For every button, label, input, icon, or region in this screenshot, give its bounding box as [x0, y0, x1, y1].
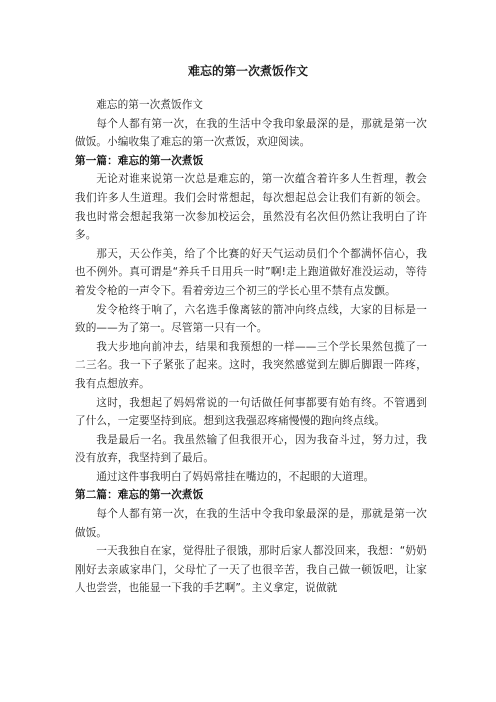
section-1-paragraph: 我大步地向前冲去，结果和我预想的一样——三个学长果然包揽了一二三名。我一下子紧张了起来。这时，我突然感觉到左脚后脚跟一阵疼，我有点想放弃。	[75, 340, 427, 390]
section-1-paragraph: 我是最后一名。我虽然输了但我很开心，因为我奋斗过，努力过，我没有放弃，我坚持到了最后。	[75, 433, 427, 465]
section-2-paragraph: 每个人都有第一次，在我的生活中令我印象最深的是，那就是第一次做饭。	[75, 508, 427, 539]
intro-subtitle: 难忘的第一次煮饭作文	[96, 99, 204, 111]
intro-paragraph: 每个人都有第一次，在我的生活中令我印象最深的是，那就是第一次做饭。小编收集了难忘的第一次煮饭，欢迎阅读。	[75, 117, 427, 149]
section-1-heading: 第一篇：难忘的第一次煮饭	[75, 154, 204, 167]
section-1-paragraph: 通过这件事我明白了妈妈常挂在嘴边的，不起眼的大道理。	[96, 470, 375, 483]
section-1-paragraph: 发令枪终于响了，六名选手像离铉的箭冲向终点线，大家的目标是一致的——为了第一。尽管第一只有一个。	[75, 303, 427, 335]
section-2-heading: 第二篇：难忘的第一次煮饭	[75, 489, 204, 502]
section-1-paragraph: 这时，我想起了妈妈常说的一句话做任何事都要有始有终。不管遇到了什么，一定要坚持到底。想到这我强忍疼痛慢慢的跑向终点线。	[75, 396, 427, 428]
document-title: 难忘的第一次煮饭作文	[187, 64, 308, 78]
section-2-paragraph: 一天我独自在家，觉得肚子很饿，那时后家人都没回来，我想：“奶奶刚好去亲戚家串门，父母忙了一天了也很辛苦，我自己做一顿饭吧，让家人也尝尝，也能显一下我的手艺啊”。主义拿定，说做就	[75, 545, 427, 595]
section-1-paragraph: 无论对谁来说第一次总是难忘的，第一次蕴含着许多人生哲理，教会我们许多人生道理。我们会时常想起，每次想起总会让我们有新的领会。我也时常会想起我第一次参加校运会，虽然没有名次但仍然让我明白了许多。	[75, 173, 427, 242]
document-body	[75, 96, 427, 598]
section-1-paragraph: 那天，天公作美，给了个比赛的好天气运动员们个个都满怀信心，我也不例外。真可谓是“养兵千日用兵一时”啊!走上跑道做好准没运动，等待着发令枪的一声令下。看着旁边三个初三的学长心里不禁有点发颤。	[75, 247, 427, 297]
